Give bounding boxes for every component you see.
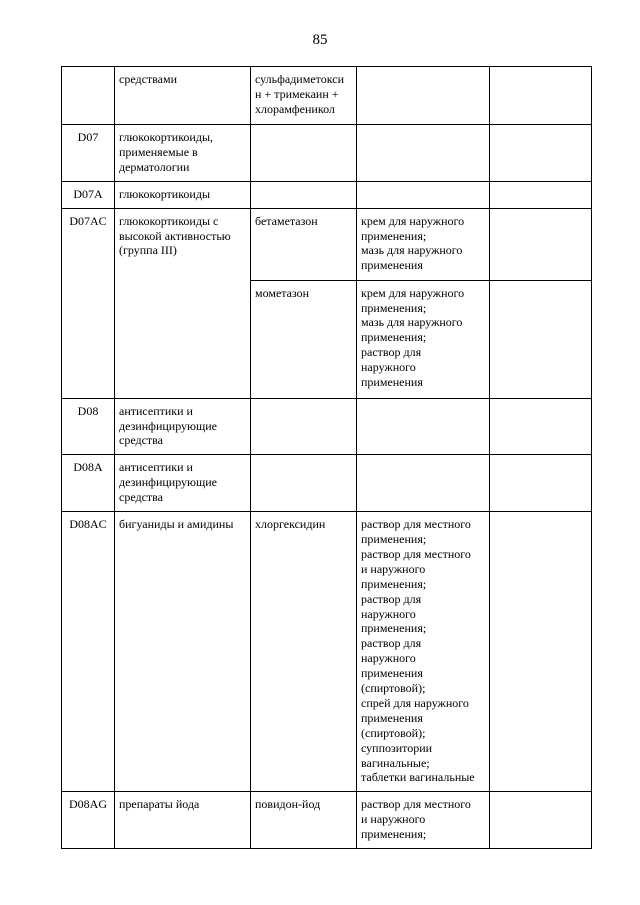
group-text: бигуаниды и амидины xyxy=(119,517,234,532)
group-cell xyxy=(115,512,251,792)
dosage-form-text: мазь для наружного xyxy=(361,315,463,330)
table-row xyxy=(62,792,592,849)
note-cell xyxy=(490,792,592,849)
substance-text: сульфадиметокси xyxy=(255,72,345,86)
table-row xyxy=(62,398,592,455)
dosage-form-cell xyxy=(357,125,490,182)
note-cell xyxy=(490,181,592,208)
dosage-form-text: вагинальные; xyxy=(361,755,430,770)
dosage-form-text: наружного xyxy=(361,606,416,621)
dosage-form-text: применения xyxy=(361,258,423,273)
atc-code-cell: D08 xyxy=(62,398,115,455)
table-row xyxy=(62,181,592,208)
dosage-form-text: таблетки вагинальные xyxy=(361,770,475,785)
dosage-form-cell xyxy=(357,512,490,792)
dosage-form-text: применения xyxy=(361,710,423,725)
dosage-form-text: применения; xyxy=(361,576,427,591)
dosage-form-cell xyxy=(357,208,490,280)
group-text: глюкокортикоиды с xyxy=(119,213,219,228)
group-text: (группа III) xyxy=(119,243,177,258)
dosage-form-text: применения; xyxy=(361,827,427,842)
atc-code-cell: D07A xyxy=(62,181,115,208)
dosage-form-cell xyxy=(357,792,490,849)
note-cell xyxy=(490,398,592,455)
group-text: высокой активностью xyxy=(119,228,231,243)
dosage-form-text: применения; xyxy=(361,330,427,345)
dosage-form-text: применения xyxy=(361,666,423,681)
substance-cell xyxy=(251,455,357,512)
page-number: 85 xyxy=(312,32,328,48)
dosage-form-text: наружного xyxy=(361,360,416,375)
group-text: применяемые в xyxy=(119,144,198,159)
group-cell xyxy=(115,67,251,125)
substance-cell xyxy=(251,512,357,792)
dosage-form-text: применения; xyxy=(361,300,427,315)
table-row xyxy=(62,455,592,512)
group-text: средства xyxy=(119,490,164,505)
group-text: антисептики и xyxy=(119,460,193,475)
group-cell xyxy=(115,125,251,182)
dosage-form-text: крем для наружного xyxy=(361,285,465,300)
substance-text: бетаметазон xyxy=(255,213,318,228)
table-row xyxy=(62,125,592,182)
substance-text: мометазон xyxy=(255,285,310,300)
atc-code-cell: D07 xyxy=(62,125,115,182)
dosage-form-cell xyxy=(357,280,490,398)
note-cell xyxy=(490,208,592,280)
dosage-form-text: раствор для местного xyxy=(361,797,471,812)
group-text: глюкокортикоиды, xyxy=(119,130,214,144)
group-text: дезинфицирующие xyxy=(119,475,217,490)
group-text: дерматологии xyxy=(119,159,190,174)
substance-cell xyxy=(251,398,357,455)
substance-text: хлорамфеникол xyxy=(255,101,335,116)
dosage-form-text: мазь для наружного xyxy=(361,243,463,258)
group-text: средствами xyxy=(119,72,178,86)
note-cell xyxy=(490,455,592,512)
table-row xyxy=(62,512,592,792)
substance-text: н + тримекаин + xyxy=(255,86,339,101)
group-text: глюкокортикоиды xyxy=(119,186,211,201)
dosage-form-cell xyxy=(357,455,490,512)
group-text: препараты йода xyxy=(119,797,200,812)
note-cell xyxy=(490,512,592,792)
dosage-form-text: суппозитории xyxy=(361,740,433,755)
substance-text: хлоргексидин xyxy=(255,517,326,532)
dosage-form-text: раствор для местного xyxy=(361,517,471,532)
table-row xyxy=(62,67,592,125)
dosage-form-text: (спиртовой); xyxy=(361,725,426,740)
dosage-form-cell xyxy=(357,181,490,208)
group-cell xyxy=(115,208,251,398)
dosage-form-text: раствор для xyxy=(361,591,422,606)
group-text: антисептики и xyxy=(119,403,193,418)
atc-code-cell: D08AC xyxy=(62,512,115,792)
group-text: средства xyxy=(119,433,164,448)
dosage-form-text: применения; xyxy=(361,228,427,243)
group-cell xyxy=(115,455,251,512)
note-cell xyxy=(490,67,592,125)
dosage-form-text: и наружного xyxy=(361,561,426,576)
dosage-form-text: наружного xyxy=(361,651,416,666)
group-text: дезинфицирующие xyxy=(119,418,217,433)
substance-cell xyxy=(251,208,357,280)
dosage-form-text: (спиртовой); xyxy=(361,681,426,696)
substance-cell xyxy=(251,181,357,208)
dosage-form-text: применения; xyxy=(361,621,427,636)
substance-cell xyxy=(251,280,357,398)
substance-text: повидон-йод xyxy=(255,797,321,812)
table-row xyxy=(62,208,592,280)
dosage-form-text: применения xyxy=(361,375,423,390)
group-cell xyxy=(115,181,251,208)
dosage-form-text: раствор для xyxy=(361,636,422,651)
group-cell xyxy=(115,398,251,455)
substance-cell xyxy=(251,67,357,125)
atc-code-cell xyxy=(62,67,115,125)
dosage-form-text: спрей для наружного xyxy=(361,695,469,710)
dosage-form-cell xyxy=(357,67,490,125)
substance-cell xyxy=(251,125,357,182)
dosage-form-text: применения; xyxy=(361,531,427,546)
dosage-form-text: раствор для xyxy=(361,345,422,360)
atc-code-cell: D08A xyxy=(62,455,115,512)
note-cell xyxy=(490,125,592,182)
dosage-form-text: раствор для местного xyxy=(361,546,471,561)
dosage-form-text: крем для наружного xyxy=(361,213,465,228)
medication-table xyxy=(61,66,592,849)
group-cell xyxy=(115,792,251,849)
atc-code-cell: D08AG xyxy=(62,792,115,849)
dosage-form-cell xyxy=(357,398,490,455)
atc-code-cell: D07AC xyxy=(62,208,115,398)
note-cell xyxy=(490,280,592,398)
substance-cell xyxy=(251,792,357,849)
dosage-form-text: и наружного xyxy=(361,812,426,827)
